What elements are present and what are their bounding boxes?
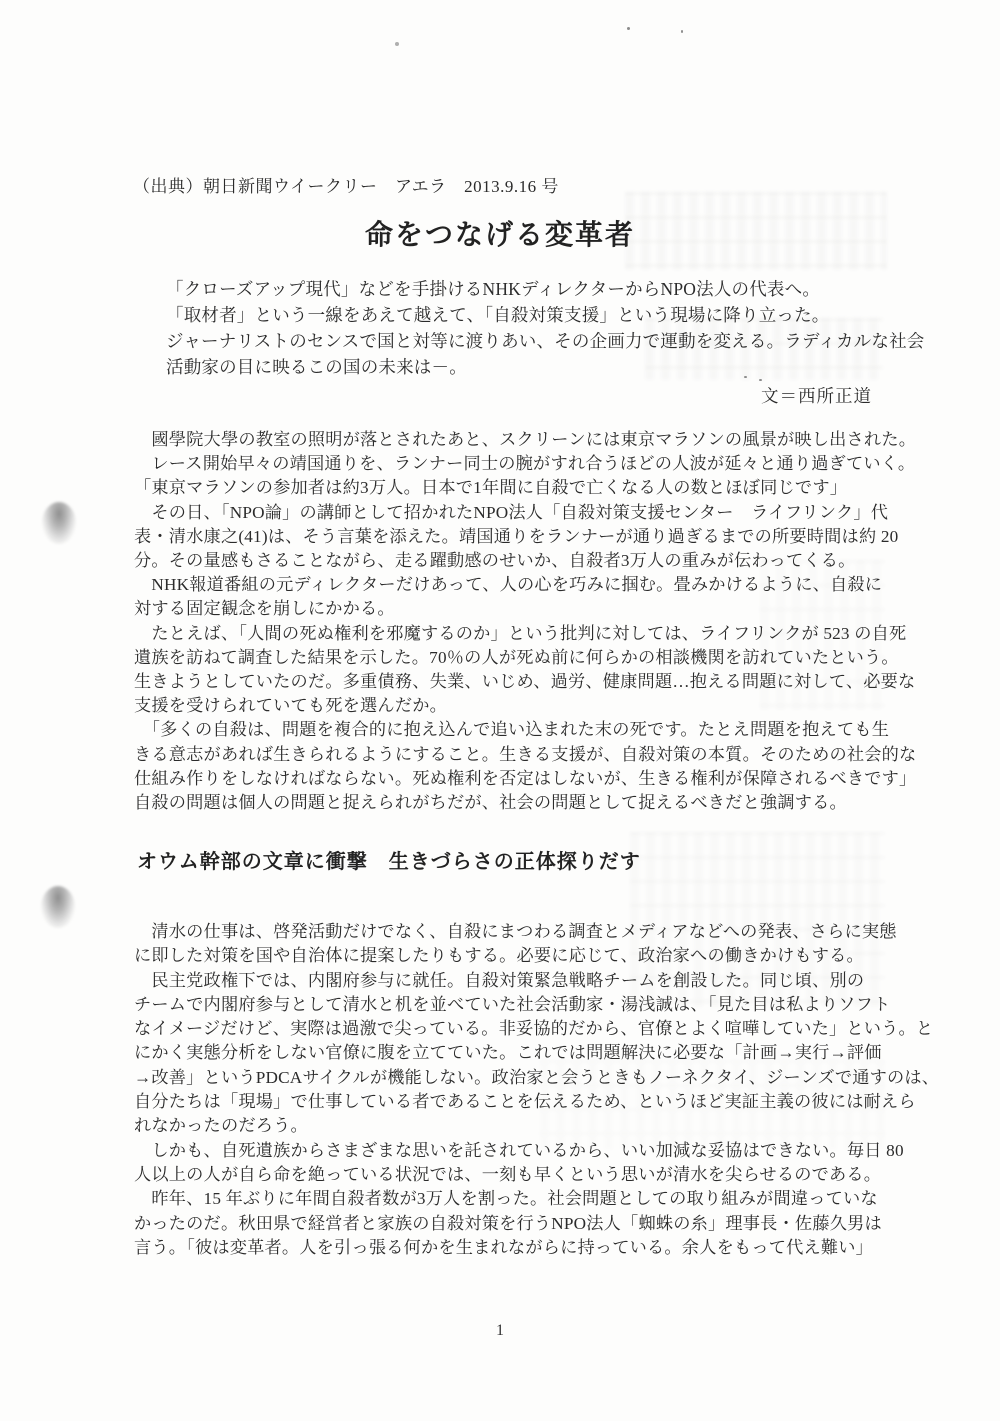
text-line: 遺族を訪ねて調査した結果を示した。70％の人が死ぬ前に何らかの相談機関を訪れていたという。 [134,647,899,667]
text-line: 分。その量感もさることながら、走る躍動感のせいか、自殺者3万人の重みが伝わってくる。 [134,551,856,571]
text-line: に即した対策を国や自治体に提案したりもする。必要に応じて、政治家への働きかけもする。 [134,946,864,966]
text-line: レース開始早々の靖国通りを、ランナー同士の腕がすれ合うほどの人波が延々と通り過ぎていく。 [134,454,916,474]
text-line: 活動家の目に映るこの国の未来は－。 [166,357,467,377]
text-line: 言う。「彼は変革者。人を引っ張る何かを生まれながらに持っている。余人をもって代え難い」 [134,1237,874,1257]
byline: 文＝西所正道 [761,386,872,406]
punch-hole-shadow-top [42,502,76,544]
text-line: 民主党政権下では、内閣府参与に就任。自殺対策緊急戦略チームを創設した。同じ頃、別の [134,970,865,990]
scan-speck [395,42,399,46]
punch-hole-shadow-bottom [41,886,75,928]
text-line: かったのだ。秋田県で経営者と家族の自殺対策を行うNPO法人「蜘蛛の糸」理事長・佐藤久男は [134,1213,882,1233]
scan-speck [681,30,683,33]
lead-paragraph [166,276,925,380]
text-line: 人以上の人が自ら命を絶っている状況では、一刻も早くという思いが清水を尖らせるのである。 [134,1164,882,1184]
text-line: 「東京マラソンの参加者は約3万人。日本で1年間に自殺で亡くなる人の数とほぼ同じです」 [134,478,848,498]
scan-speck [627,27,630,30]
text-line: 自分たちは「現場」で仕事している者であることを伝えるため、というほど実証主義の彼には耐えら [134,1092,916,1112]
text-line: 生きようとしていたのだ。多重債務、失業、いじめ、過労、健康問題…抱える問題に対して、必要な [134,672,916,692]
text-line: 「多くの自殺は、問題を複合的に抱え込んで追い込まれた末の死です。たとえ問題を抱えても生 [134,720,890,740]
source-citation: （出典）朝日新聞ウイークリー アエラ 2013.9.16 号 [133,177,559,196]
section-heading: オウム幹部の文章に衝撃 生きづらさの正体探りだす [137,851,641,873]
text-line: 昨年、15 年ぶりに年間自殺者数が3万人を割った。社会問題としての取り組みが間違っていな [134,1189,878,1209]
text-line: その日、「NPO論」の講師として招かれたNPO法人「自殺対策支援センター ライフリンク」代 [134,502,889,522]
text-line: 「取材者」という一線をあえて越えて、「自殺対策支援」という現場に降り立った。 [166,305,830,325]
text-line: →改善」というPDCAサイクルが機能しない。政治家と会うときもノーネクタイ、ジーンズで通すのは、 [134,1067,940,1087]
text-line: 自殺の問題は個人の問題と捉えられがちだが、社会の問題として捉えるべきだと強調する。 [134,793,847,813]
article-title: 命をつなげる変革者 [364,219,635,250]
text-line: にかく実態分析をしない官僚に腹を立てていた。これでは問題解決に必要な「計画→実行→評価 [134,1043,882,1063]
text-line: チームで内閣府参与として清水と机を並べていた社会活動家・湯浅誠は、「見た目は私よりソフト [134,994,891,1014]
body-text-block-1 [134,428,917,815]
text-line: なイメージだけど、実際は過激で尖っている。非妥協的だから、官僚とよく喧嘩していた」という。と [134,1019,934,1039]
text-line: 支援を受けられていても死を選んだか。 [134,696,447,716]
page-number: 1 [496,1322,504,1339]
text-line: 清水の仕事は、啓発活動だけでなく、自殺にまつわる調査とメディアなどへの発表、さらに実態 [134,922,897,941]
text-line: 「クローズアップ現代」などを手掛けるNHKディレクターからNPO法人の代表へ。 [166,279,821,299]
text-line: 対する固定観念を崩しにかかる。 [134,599,395,619]
text-line: ジャーナリストのセンスで国と対等に渡りあい、その企画力で運動を変える。ラディカルな社会 [166,331,925,351]
text-line: たとえば、「人間の死ぬ権利を邪魔するのか」という批判に対しては、ライフリンクが 523 の自死 [134,623,907,643]
text-line: 表・清水康之(41)は、そう言葉を添えた。靖国通りをランナーが通り過ぎるまでの所要時間は約 20 [134,526,899,546]
text-line: 仕組み作りをしなければならない。死ぬ権利を否定はしないが、生きる権利が保障されるべきです」 [134,768,917,788]
text-line: 國學院大學の教室の照明が落とされたあと、スクリーンには東京マラソンの風景が映し出された。 [134,430,917,449]
text-line: きる意志があれば生きられるようにすること。生きる支援が、自殺対策の本質。そのための社会的な [134,744,917,764]
text-line: しかも、自死遺族からさまざまな思いを託されているから、いい加減な妥協はできない。毎日 80 [134,1140,904,1160]
body-text-block-2 [134,920,940,1260]
text-line: れなかったのだろう。 [134,1116,308,1136]
text-line: NHK報道番組の元ディレクターだけあって、人の心を巧みに掴む。畳みかけるように、自殺に [134,575,883,595]
